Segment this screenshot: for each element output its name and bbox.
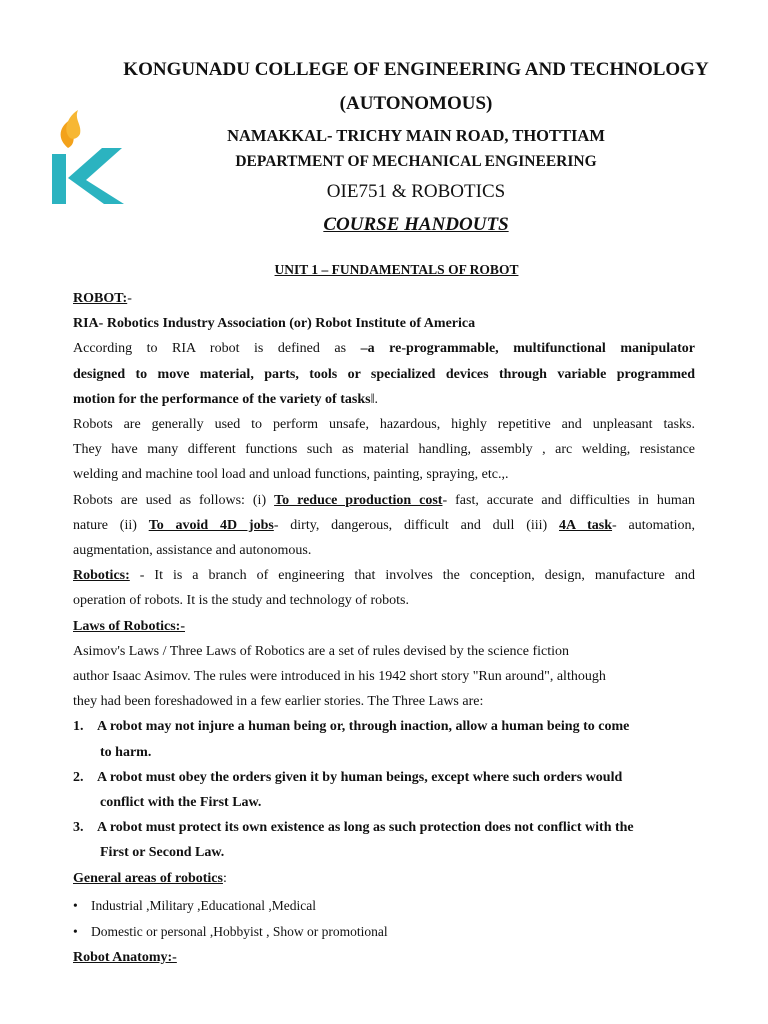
asimov-line-1: Asimov's Laws / Three Laws of Robotics are a set of rules devised by the science fiction xyxy=(73,643,570,659)
uses-pre: Robots are used as follows: (i) xyxy=(73,492,275,508)
uses-desc-3: - automation, xyxy=(612,517,695,533)
areas-heading-suffix: : xyxy=(222,870,227,886)
uses-line-2 xyxy=(73,513,695,538)
college-name: KONGUNADU COLLEGE OF ENGINEERING AND TECHNOLOGY xyxy=(123,59,709,80)
robot-heading: ROBOT: xyxy=(73,291,128,306)
law-item xyxy=(73,815,695,840)
law-number: 3. xyxy=(73,820,84,836)
robot-heading-line xyxy=(73,286,695,311)
law-text-cont: conflict with the First Law. xyxy=(100,795,262,811)
robotics-label: Robotics: xyxy=(73,568,130,584)
law-text-cont: First or Second Law. xyxy=(100,845,225,861)
uses-desc-1: - fast, accurate and difficulties in human xyxy=(442,492,695,508)
law-text-cont: to harm. xyxy=(100,744,152,760)
uses-term-3: 4A task xyxy=(559,517,613,533)
handouts-title: COURSE HANDOUTS xyxy=(323,214,509,235)
document-header xyxy=(0,56,768,239)
areas-heading: General areas of robotics xyxy=(73,870,223,886)
uses-l2-pre: nature (ii) xyxy=(73,517,149,533)
law-item xyxy=(73,714,695,739)
robotics-desc-1: - It is a branch of engineering that involves the conception, design, manufacture and xyxy=(129,568,695,584)
asimov-line-2: author Isaac Asimov. The rules were introduced in his 1942 short story "Run around", although xyxy=(73,669,606,685)
laws-heading: Laws of Robotics:- xyxy=(73,618,185,634)
uses-line-1 xyxy=(73,488,695,513)
definition-tail: ‖. xyxy=(370,391,378,407)
usage-line-3: welding and machine tool load and unload functions, painting, spraying, etc.,. xyxy=(73,467,509,483)
law-item xyxy=(73,765,695,790)
department-name: DEPARTMENT OF MECHANICAL ENGINEERING xyxy=(235,153,597,170)
law-number: 2. xyxy=(73,769,84,785)
definition-line-3 xyxy=(73,387,695,412)
uses-term-1: To reduce production cost xyxy=(274,492,443,508)
law-text: A robot must protect its own existence as long as such protection does not conflict with the xyxy=(97,820,634,836)
definition-bold-1: –a re-programmable, multifunctional manipulator xyxy=(360,341,695,357)
robotics-line-2: operation of robots. It is the study and technology of robots. xyxy=(73,593,409,609)
uses-line-3: augmentation, assistance and autonomous. xyxy=(73,543,312,559)
asimov-line-3: they had been foreshadowed in a few earlier stories. The Three Laws are: xyxy=(73,694,484,710)
list-item: • Industrial ,Military ,Educational ,Medical xyxy=(73,893,695,919)
anatomy-heading: Robot Anatomy:- xyxy=(73,949,177,965)
unit-title: UNIT 1 – FUNDAMENTALS OF ROBOT xyxy=(274,262,519,277)
definition-line-2: designed to move material, parts, tools or specialized devices through variable programmed xyxy=(73,366,695,382)
document-body xyxy=(73,258,695,970)
college-address: NAMAKKAL- TRICHY MAIN ROAD, THOTTIAM xyxy=(227,126,605,145)
course-title: OIE751 & ROBOTICS xyxy=(326,181,506,202)
definition-bold-3: motion for the performance of the variety of tasks xyxy=(73,391,371,407)
law-text: A robot must obey the orders given it by human beings, except where such orders would xyxy=(97,769,623,785)
areas-heading-line xyxy=(73,866,695,891)
list-item: • Domestic or personal ,Hobbyist , Show or promotional xyxy=(73,919,695,945)
definition-line-1 xyxy=(73,336,695,361)
robotics-line-1 xyxy=(73,563,695,588)
definition-intro: According to RIA robot is defined as xyxy=(73,341,361,357)
usage-line-1: Robots are generally used to perform unsafe, hazardous, highly repetitive and unpleasant tasks. xyxy=(73,417,695,433)
ria-line: RIA- Robotics Industry Association (or) Robot Institute of America xyxy=(73,316,476,332)
laws-list xyxy=(73,714,695,865)
law-number: 1. xyxy=(73,719,84,735)
law-text: A robot may not injure a human being or, through inaction, allow a human being to come xyxy=(97,719,630,735)
usage-line-2: They have many different functions such as material handling, assembly , arc welding, resistance xyxy=(73,442,695,458)
autonomous-label: (AUTONOMOUS) xyxy=(339,93,493,114)
uses-desc-2: - dirty, dangerous, difficult and dull (iii) xyxy=(273,517,559,533)
uses-term-2: To avoid 4D jobs xyxy=(148,517,274,533)
robot-heading-suffix: - xyxy=(127,291,132,306)
areas-list xyxy=(73,893,695,945)
